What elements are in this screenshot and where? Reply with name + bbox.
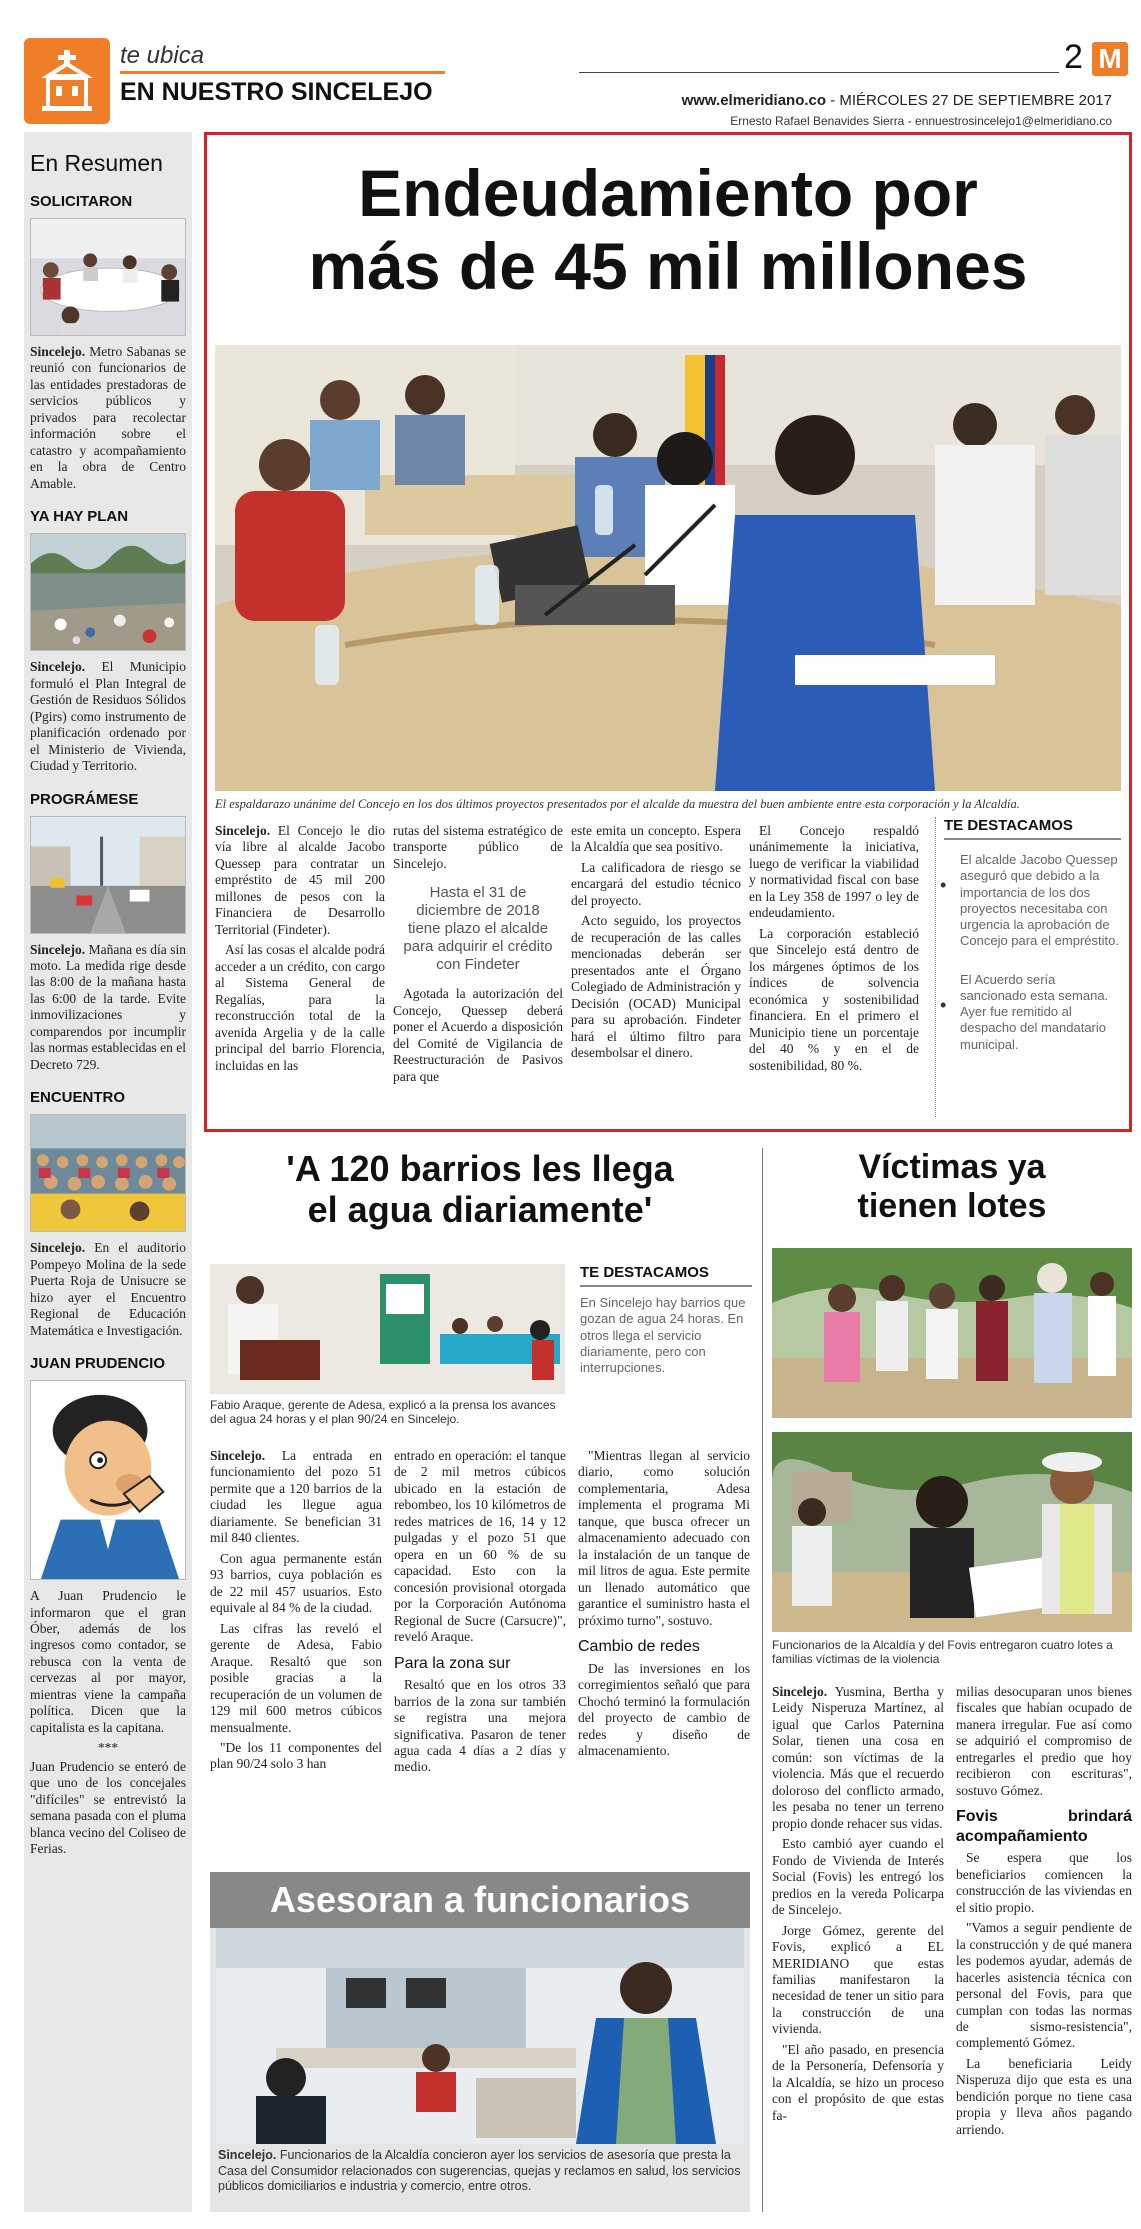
destacamos-item: • El Acuerdo sería sancionado esta semana. Ayer fue remitido al despacho del mandatario municipal. xyxy=(936,972,1121,1053)
asesoran-title: Asesoran a funcionarios xyxy=(210,1872,750,1928)
auditorium-photo xyxy=(30,1114,186,1232)
section-underline xyxy=(120,71,445,74)
sidebar-text: A Juan Prudencio le informaron que el gran Óber, además de los ingresos como contador, se rebusca con la venta de cervezas al por mayor, mientras viene la campaña política. Dicen que la capitalista es la capitana. xyxy=(30,1588,186,1735)
meeting-photo xyxy=(30,218,186,336)
header-dateline xyxy=(682,92,1112,109)
water-column-2: entrado en operación: el tanque de 2 mil metros cúbicos ubicado en la estación de rebombeo, los 10 kilómetros de redes matrices de 16, 14 y 12 pulgadas y el pozo 51 que opera en un 60 % de su capacidad. Esto con la concesión provisional otorgada por la Corporación Autónoma Regional de Sucre (Carsucre)", reveló Araque. Para la zona sur Resaltó que en los otros 33 barrios de la zona sur también se registra una mejora significativa. Pasaron de tener agua cada 4 días a 2 días y medio. xyxy=(394,1448,566,1775)
issue-date: - MIÉRCOLES 27 DE SEPTIEMBRE 2017 xyxy=(826,92,1112,109)
en-resumen-sidebar xyxy=(24,132,192,2212)
main-column-2: rutas del sistema estratégico de transporte público de Sincelejo. Hasta el 31 de diciembre de 2018 tiene plazo el alcalde para adquirir el crédito con Findeter Agotada la autorización del Concejo, Quessep deberá poner el Acuerdo a disposición del Comité de Vigilancia de Reestructuración de Pasivos para que xyxy=(393,823,563,1084)
subheading: Cambio de redes xyxy=(578,1638,700,1656)
author-line: Ernesto Rafael Benavides Sierra - ennuestrosincelejo1@elmeridiano.co xyxy=(730,114,1112,128)
water-destacamos-box xyxy=(580,1264,752,1376)
asesoran-caption: Sincelejo. Funcionarios de la Alcaldía concieron ayer los servicios de asesoría que presta la Casa del Consumidor relacionados con sugerencias, quejas y reclamos en salud, los servicios públicos domiciliarios e industria y comercio, entre otros. xyxy=(218,2148,741,2194)
page-number: 2 xyxy=(1064,38,1083,76)
sidebar-heading: YA HAY PLAN xyxy=(30,508,129,526)
street-traffic-photo xyxy=(30,816,186,934)
subheading: Fovis brindará acompañamiento xyxy=(956,1808,1132,1845)
water-photo-caption: Fabio Araque, gerente de Adesa, explicó a la prensa los avances del agua 24 horas y el plan 90/24 en Sincelejo. xyxy=(210,1398,556,1427)
juan-prudencio-cartoon xyxy=(30,1380,186,1580)
column-divider xyxy=(762,1148,763,2212)
council-session-photo xyxy=(215,345,1121,791)
sidebar-heading: SOLICITARON xyxy=(30,193,133,210)
lot-delivery-photo-1 xyxy=(772,1248,1132,1418)
pull-quote: Hasta el 31 de diciembre de 2018 tiene plazo el alcalde para adquirir el crédito con Findeter xyxy=(403,884,553,974)
section-tagline: te ubica xyxy=(120,42,205,69)
victimas-photo-caption: Funcionarios de la Alcaldía y del Fovis entregaron cuatro lotes a familias víctimas de la violencia xyxy=(772,1638,1113,1667)
garbage-photo xyxy=(30,533,186,651)
sidebar-title: En Resumen xyxy=(30,150,163,176)
subheading: Para la zona sur xyxy=(394,1654,511,1672)
section-title: EN NUESTRO SINCELEJO xyxy=(120,78,433,106)
te-destacamos-heading: TE DESTACAMOS xyxy=(944,817,1121,840)
asesoran-box xyxy=(210,1872,750,2212)
consumer-office-photo xyxy=(216,1928,744,2144)
te-destacamos-heading: TE DESTACAMOS xyxy=(580,1264,752,1287)
website-link[interactable]: www.elmeridiano.co xyxy=(681,92,827,109)
sidebar-heading: JUAN PRUDENCIO xyxy=(30,1355,166,1373)
sidebar-text: Juan Prudencio se enteró de que uno de los concejales "difíciles" se entrevistó la semana pasada con el pluma blanca vecino del Coliseo de Ferias. xyxy=(30,1758,186,1857)
main-headline: Endeudamiento por más de 45 mil millones xyxy=(308,156,1028,303)
main-column-4: El Concejo respaldó unánimemente la iniciativa, luego de verificar la viabilidad y normatividad fiscal con base en la Ley 358 de 1997 o ley de endeudamiento. La corporación estableció que Sincelejo está dentro de los márgenes óptimos de los índices de solvencia económica y sostenibilidad financiera. En el primero el Municipio tiene un porcentaje del 40 % y en el de sostenibilidad, 80 %. xyxy=(749,823,919,1073)
destacamos-item: • El alcalde Jacobo Quessep aseguró que debido a la importancia de los dos proyectos necesitaba con urgencia la aprobación de Concejo para el empréstito. xyxy=(936,852,1121,950)
page-header xyxy=(24,38,1124,128)
main-photo-caption: El espaldarazo unánime del Concejo en los dos últimos proyectos presentados por el alcalde da muestra del buen ambiente entre esta corporación y la Alcaldía. xyxy=(215,797,1020,811)
sidebar-text: Sincelejo. El Municipio formuló el Plan Integral de Gestión de Residuos Sólidos (Pgirs) como instrumento de planificación ordenado por el Ministerio de Vivienda, Ciudad y Territorio. xyxy=(30,659,186,774)
main-article xyxy=(204,132,1132,1132)
lot-delivery-photo-2 xyxy=(772,1432,1132,1632)
water-headline: 'A 120 barrios les llega el agua diariamente' xyxy=(286,1148,674,1231)
cathedral-logo-icon xyxy=(24,38,110,124)
victimas-column-1: Sincelejo. Yusmina, Bertha y Leidy Nisperuza Martínez, al igual que Carlos Paternina Solar, tienen una cosa en común: son víctimas de la violencia. Más que el recuerdo doloroso del conflicto armado, les pesaba no tener un terreno propio donde rehacer sus vidas. Esto cambió ayer cuando el Fondo de Vivienda de Interés Social (Fovis) les entregó los predios en la vereda Policarpa de Sincelejo. Jorge Gómez, gerente del Fovis, explicó a EL MERIDIANO que estas familias manifestaron la necesidad de tener un sitio para la construcción de una vivienda. "El año pasado, en presencia de la Personería, Defensoría y la Alcaldía, se hizo un proceso con el propósito de que estas fa- xyxy=(772,1684,944,2123)
main-column-3: este emita un concepto. Espera la Alcaldía que sea positivo. La calificadora de riesgo se encargará del estudio técnico del proyecto. Acto seguido, los proyectos de recuperación de las calles mencionadas deberán ser presentados ante el Órgano Colegiado de Administración y Decisión (OCAD) Municipal para su aprobación. Findeter hará el último filtro para desembolsar el dinero. xyxy=(571,823,741,1061)
sidebar-text: Sincelejo. En el auditorio Pompeyo Molina de la sede Puerta Roja de Unisucre se hizo ayer el Encuentro Regional de Educación Matemática e Investigación. xyxy=(30,1240,186,1338)
te-destacamos-box xyxy=(935,817,1121,1117)
meridiano-logo: M xyxy=(1092,42,1128,76)
main-column-1: Sincelejo. El Concejo le dio vía libre al alcalde Jacobo Quessep para contratar un empréstito de 45 mil 200 millones de pesos con la Financiera de Desarrollo Territorial (Findeter). Así las cosas el alcalde podrá acceder a un crédito, con cargo al Sistema General de Regalías, para la reconstrucción total de la avenida Argelia y de la calle principal del barrio Florencia, incluidas en las xyxy=(215,823,385,1073)
water-column-3: "Mientras llegan al servicio diario, como solución complementaria, Adesa implementa el programa Mi tanque, que busca ofrecer un almacenamiento adecuado con la instalación de un tanque de mil litros de agua. Este permite un llenado automático que garantice el suministro hasta el próximo turno", sostuvo. Cambio de redes De las inversiones en los corregimientos señaló que para Chochó terminó la formulación del proyecto de cambio de redes y diseño de almacenamiento. xyxy=(578,1448,750,1759)
sidebar-heading: PROGRÁMESE xyxy=(30,790,139,808)
sidebar-text: Sincelejo. Mañana es día sin moto. La medida rige desde las 8:00 de la mañana hasta las 6:00 de la tarde. Evite inmovilizaciones y comparendos por incumplir las normas establecidas en el Decreto 729. xyxy=(30,941,186,1072)
victimas-headline: Víctimas ya tienen lotes xyxy=(857,1148,1047,1226)
destacamos-text: En Sincelejo hay barrios que gozan de agua 24 horas. En otros llega el servicio diariamente, pero con interrupciones. xyxy=(580,1295,746,1375)
sidebar-heading: ENCUENTRO xyxy=(30,1089,126,1107)
victimas-column-2: milias desocuparan unos bienes fiscales que habían ocupado de manera irregular. Fue así como se adquirió el compromiso de entregarles el predio que hoy recibieron con escrituras", sostuvo Gómez. Fovis brindará acompañamiento Se espera que los beneficiarios comiencen la construcción de las viviendas en el sitio propio. "Vamos a seguir pendiente de la construcción y de qué manera les podemos ayudar, además de hacerles asistencia técnica con personal del Fovis, para que cumplan con todas las normas de sismo-resistencia", complementó Gómez. La beneficiaria Leidy Nisperuza dijo que esta es una bendición porque no tiene casa propia y lleva años pagando arriendo. xyxy=(956,1684,1132,2137)
water-column-1: Sincelejo. La entrada en funcionamiento del pozo 51 permite que a 120 barrios de la ciudad les llegue agua diariamente. Se benefician 31 mil 840 clientes. Con agua permanente están 93 barrios, cuya población es de 22 mil 457 usuarios. Esto equivale al 84 % de la ciudad. Las cifras las reveló el gerente de Adesa, Fabio Araque. Resaltó que son posible gracias a la recuperación de un volumen de 129 mil 600 metros cúbicos mensualmente. "De los 11 componentes del plan 90/24 solo 3 han xyxy=(210,1448,382,1772)
header-rule xyxy=(579,72,1059,73)
sidebar-text: Sincelejo. Metro Sabanas se reunió con funcionarios de las entidades prestadoras de servicios públicos y privados para recolectar información sobre el catastro y acompañamiento en la obra de Centro Amable. xyxy=(30,344,186,491)
separator: *** xyxy=(97,1740,119,1756)
press-conference-photo xyxy=(210,1264,565,1394)
